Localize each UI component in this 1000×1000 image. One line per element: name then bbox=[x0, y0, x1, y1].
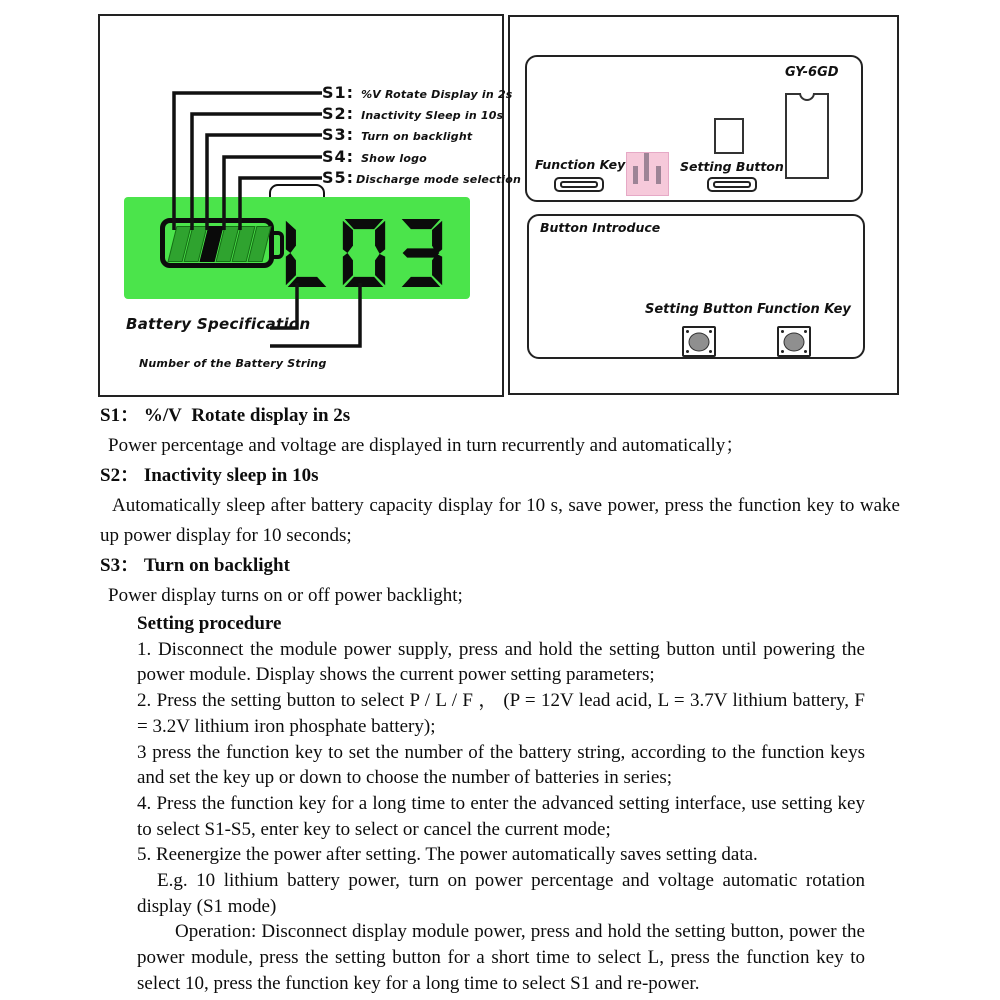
function-key-label: Function Key bbox=[757, 302, 851, 317]
button-pin-dot bbox=[686, 330, 689, 333]
button-pin-dot bbox=[709, 350, 712, 353]
procedure-operation: Operation: Disconnect display module power, press and hold the setting button, power the power module, press the setting button for a short time to select L, press the function key to select 10, press the function key for a long time to select S1 and re-power. bbox=[137, 921, 865, 994]
s2-heading: S2： Inactivity sleep in 10s bbox=[100, 465, 319, 486]
button-pin-dot bbox=[781, 350, 784, 353]
model-label: GY-6GD bbox=[785, 65, 839, 80]
annotation-id: S2: bbox=[322, 104, 355, 123]
button-pin-dot bbox=[781, 330, 784, 333]
annotation-s1 bbox=[322, 83, 513, 102]
function-key-label: Function Key bbox=[535, 157, 626, 172]
setting-button-label: Setting Button bbox=[645, 302, 753, 317]
button-introduce-title: Button Introduce bbox=[540, 220, 661, 235]
annotation-label: Discharge mode selection bbox=[356, 173, 522, 186]
module-diagram-panel bbox=[508, 15, 899, 395]
annotation-id: S1: bbox=[322, 83, 355, 102]
button-pin-dot bbox=[804, 330, 807, 333]
module-front-view bbox=[525, 55, 863, 202]
annotation-id: S3: bbox=[322, 125, 355, 144]
s3-heading: S3： Turn on backlight bbox=[100, 555, 290, 576]
annotation-s4 bbox=[322, 147, 427, 166]
component-outline-small bbox=[714, 118, 744, 154]
procedure-step: 3 press the function key to set the number of the battery string, according to the function keys and set the key up or down to choose the number of batteries in series; bbox=[137, 741, 865, 789]
display-diagram-panel bbox=[98, 14, 522, 397]
setting-button-tactile-icon bbox=[682, 326, 716, 357]
button-pin-dot bbox=[709, 330, 712, 333]
button-cap bbox=[560, 181, 598, 188]
connector-pin bbox=[656, 166, 661, 184]
procedure-step: 2. Press the setting button to select P / L / F ， (P = 12V lead acid, L = 3.7V lithium battery, F = 3.2V lithium iron phosphate battery); bbox=[137, 690, 865, 737]
button-knob bbox=[689, 332, 710, 351]
procedure-step: 5. Reenergize the power after setting. The power automatically saves setting data. bbox=[137, 844, 758, 866]
annotation-label: Turn on backlight bbox=[361, 130, 473, 143]
button-introduce-panel bbox=[527, 214, 865, 359]
setting-procedure bbox=[137, 611, 865, 997]
s3-body: Power display turns on or off power backlight; bbox=[108, 585, 463, 606]
lcd-digits bbox=[284, 218, 444, 288]
s1-heading: S1： %/V Rotate display in 2s bbox=[100, 405, 351, 426]
annotation-s2 bbox=[322, 104, 503, 123]
button-pin-dot bbox=[686, 350, 689, 353]
s2-body: Automatically sleep after battery capacity display for 10 s, save power, press the function key to wake up power display for 10 seconds; bbox=[100, 495, 900, 546]
procedure-step: 1. Disconnect the module power supply, press and hold the setting button until powering the power module. Display shows the current power setting parameters; bbox=[137, 638, 865, 686]
battery-string-label: Number of the Battery String bbox=[139, 357, 327, 370]
button-pin-dot bbox=[804, 350, 807, 353]
battery-specification-label: Battery Specification bbox=[126, 315, 311, 333]
annotation-s5 bbox=[322, 168, 521, 187]
connector-icon bbox=[626, 152, 669, 196]
procedure-example: E.g. 10 lithium battery power, turn on power percentage and voltage automatic rotation display (S1 mode) bbox=[137, 870, 865, 917]
setting-button-icon bbox=[707, 177, 757, 192]
procedure-title: Setting procedure bbox=[137, 613, 282, 634]
annotation-label: %V Rotate Display in 2s bbox=[361, 88, 513, 101]
annotation-s3 bbox=[322, 125, 472, 144]
function-key-tactile-icon bbox=[777, 326, 811, 357]
button-cap bbox=[713, 181, 751, 188]
procedure-step: 4. Press the function key for a long time to enter the advanced setting interface, use setting key to select S1-S5, enter key to select or cancel the current mode; bbox=[137, 792, 865, 840]
chip-notch bbox=[799, 93, 815, 101]
lcd-display bbox=[124, 197, 470, 299]
button-knob bbox=[784, 332, 805, 351]
connector-pin bbox=[633, 166, 638, 184]
annotation-id: S5: bbox=[322, 168, 355, 187]
connector-pin bbox=[644, 153, 649, 181]
s1-body: Power percentage and voltage are displayed in turn recurrently and automatically； bbox=[108, 435, 745, 456]
setting-button-label: Setting Button bbox=[680, 159, 784, 174]
annotation-label: Show logo bbox=[361, 152, 427, 165]
function-key-button-icon bbox=[554, 177, 604, 192]
battery-level-icon bbox=[160, 218, 274, 268]
ic-chip-outline bbox=[785, 93, 829, 179]
mode-descriptions bbox=[100, 401, 900, 611]
battery-terminal bbox=[272, 231, 284, 259]
annotation-id: S4: bbox=[322, 147, 355, 166]
annotation-label: Inactivity Sleep in 10s bbox=[361, 109, 504, 122]
